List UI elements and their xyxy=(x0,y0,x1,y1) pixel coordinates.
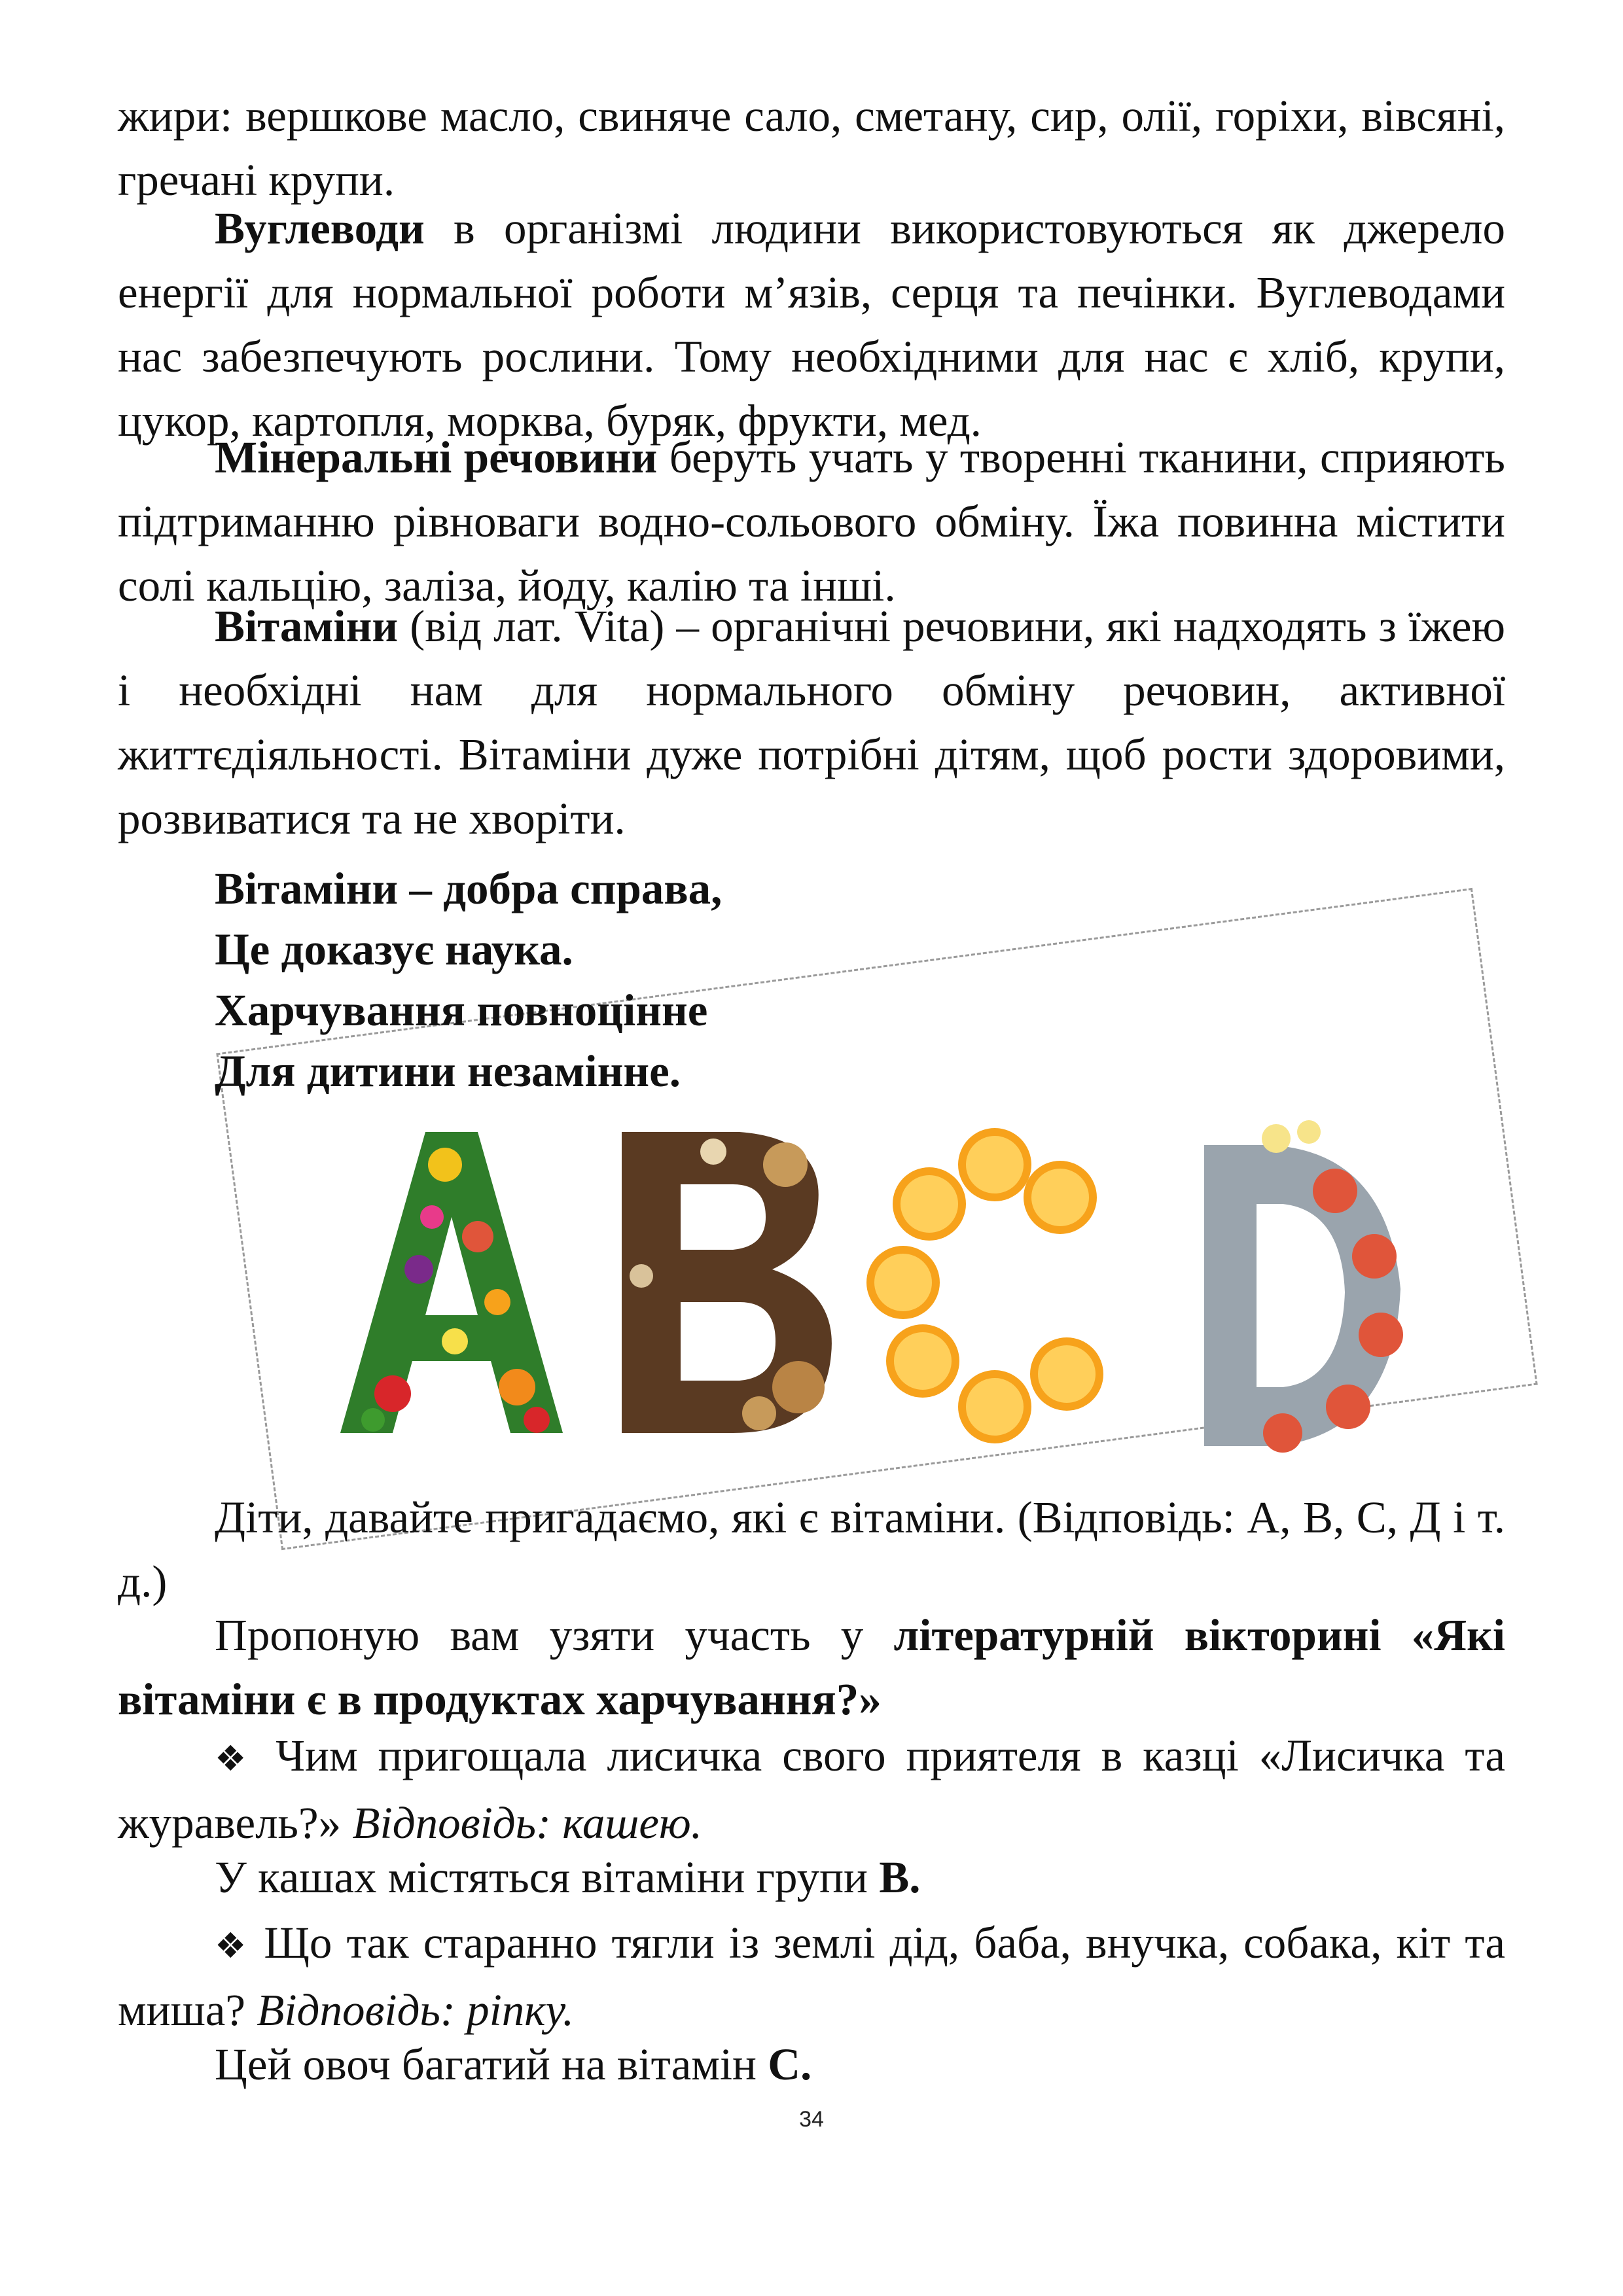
poem-line-4: Для дитини незамінне. xyxy=(215,1046,681,1096)
poem-line-3: Харчування повноцінне xyxy=(215,985,708,1035)
answer-2: Відповідь: ріпку. xyxy=(257,1985,575,2035)
quiz-title: літературній вікторині «Які вітаміни є в продуктах харчування?» xyxy=(118,1610,1505,1724)
abcd-vitamin-image xyxy=(314,1106,1453,1472)
paragraph-recall-vitamins: Діти, давайте пригадаємо, які є вітаміни. (Відповідь: А, В, С, Д і т. д.) xyxy=(118,1492,1505,1606)
answer-1: Відповідь: кашею. xyxy=(352,1798,702,1848)
diamond-bullet-icon: ❖ xyxy=(215,1925,250,1966)
letter-a-vegetables xyxy=(340,1132,563,1433)
letter-c-oranges xyxy=(866,1128,1103,1443)
term-carbohydrates: Вуглеводи xyxy=(215,203,425,253)
paragraph-fats: жири: вершкове масло, свиняче сало, сметану, сир, олії, горіхи, вівсяні, гречані крупи. xyxy=(118,91,1505,205)
poem xyxy=(215,858,722,1102)
quiz-question-1: ❖ Чим пригощала лисичка свого приятеля в казці «Лисичка та журавель?» Відповідь: кашею. xyxy=(118,1731,1505,1848)
letter-d-fish xyxy=(1204,1120,1403,1453)
term-minerals: Мінеральні речовини xyxy=(215,433,658,482)
page-number: 34 xyxy=(799,2107,824,2132)
paragraph-vitamins: Вітаміни (від лат. Vita) – органічні речовини, які надходять з їжею і необхідні нам для нормального обміну речовин, активної життєдіяльності. Вітаміни дуже потрібні дітям, щоб рости здоровими, розвиватися та не хворіти. xyxy=(118,601,1505,843)
diamond-bullet-icon: ❖ xyxy=(215,1738,256,1779)
term-vitamins: Вітаміни xyxy=(215,601,399,651)
paragraph-vitamin-b: У кашах містяться вітаміни групи В. xyxy=(215,1852,921,1902)
poem-line-1: Вітаміни – добра справа, xyxy=(215,864,722,913)
paragraph-quiz-intro: Пропоную вам узяти участь у літературній вікторині «Які вітаміни є в продуктах харчування?» xyxy=(118,1610,1505,1724)
paragraph-vitamin-c: Цей овоч багатий на вітамін С. xyxy=(215,2040,812,2089)
quiz-question-2: ❖ Що так старанно тягли із землі дід, баба, внучка, собака, кіт та миша? Відповідь: ріпку. xyxy=(118,1918,1505,2035)
paragraph-carbohydrates: Вуглеводи в організмі людини використовуються як джерело енергії для нормальної роботи м’язів, серця та печінки. Вуглеводами нас забезпечують рослини. Тому необхідними для нас є хліб, крупи, цукор, картопля, морква, буряк, фрукти, мед. xyxy=(118,203,1505,446)
letter-b-bread-nuts xyxy=(622,1132,832,1433)
poem-line-2: Це доказує наука. xyxy=(215,925,573,974)
paragraph-minerals: Мінеральні речовини беруть учать у творенні тканини, сприяють підтриманню рівноваги водно-сольового обміну. Їжа повинна містити солі кальцію, заліза, йоду, калію та інші. xyxy=(118,433,1505,610)
